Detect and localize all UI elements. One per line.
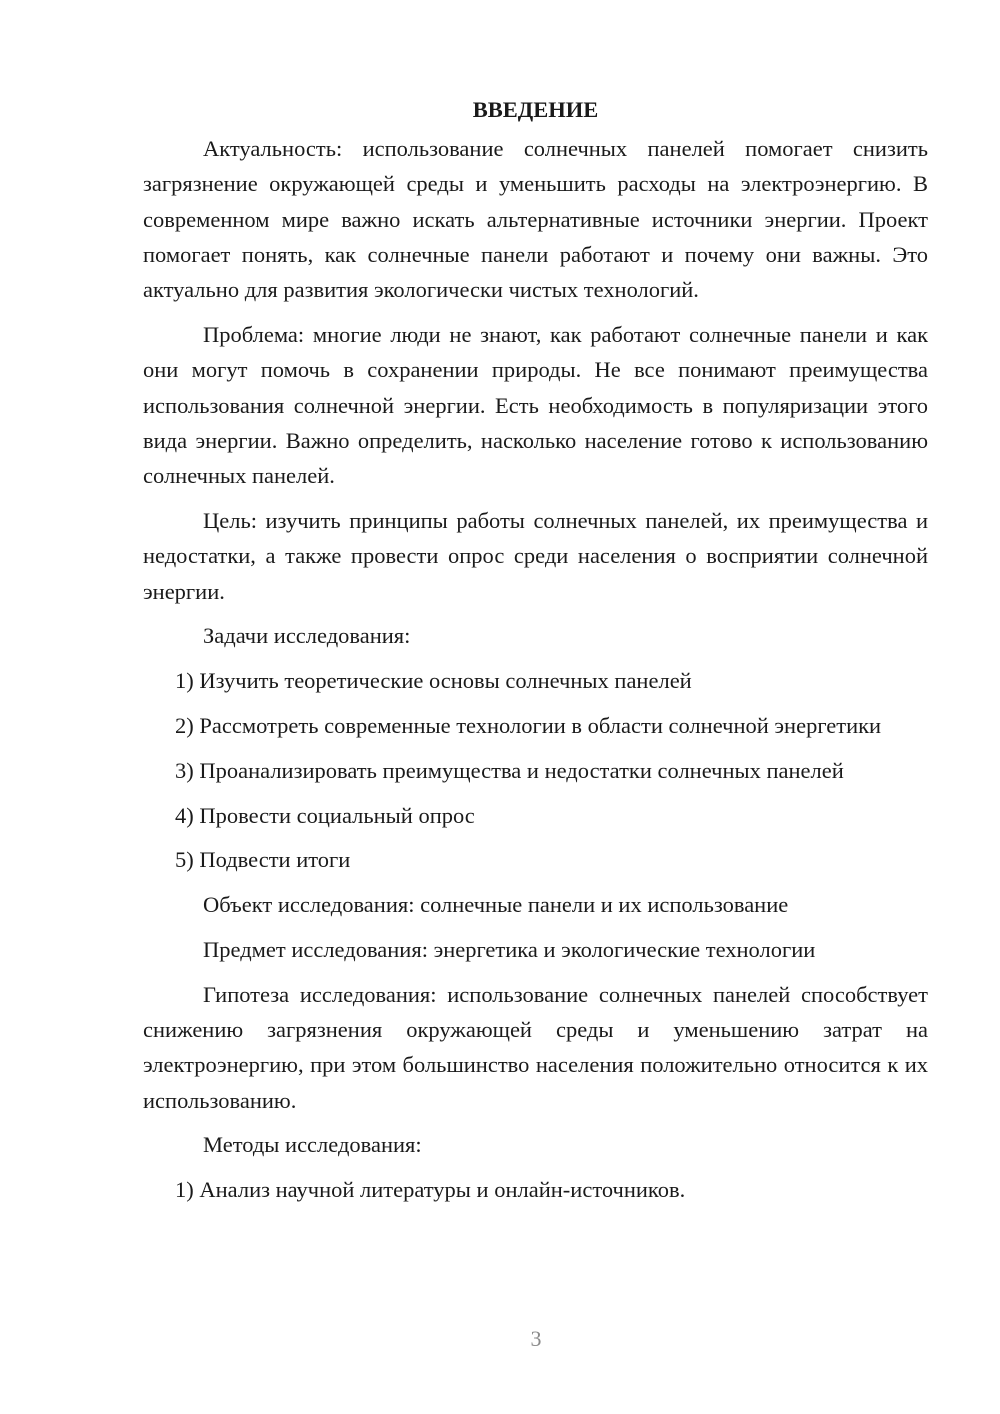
method-item-1: 1) Анализ научной литературы и онлайн-источников. [175, 1177, 686, 1203]
paragraph-hypothesis: Гипотеза исследования: использование солнечных панелей способствует снижению загрязнения окружающей среды и уменьшению затрат на электроэнергию, при этом большинство населения положительно относится к их использованию. [143, 981, 928, 1113]
tasks-heading: Задачи исследования: [203, 623, 411, 649]
paragraph-relevance: Актуальность: использование солнечных панелей помогает снизить загрязнение окружающей среды и уменьшить расходы на электроэнергию. В современном мире важно искать альтернативные источники энергии. Проект помогает понять, как солнечные панели работают и почему они важны. Это актуально для развития экологически чистых технологий. [143, 136, 928, 303]
task-item-1: 1) Изучить теоретические основы солнечных панелей [175, 668, 692, 694]
paragraph-goal: Цель: изучить принципы работы солнечных панелей, их преимущества и недостатки, а также провести опрос среди населения о восприятии солнечной энергии. [143, 507, 928, 604]
task-item-5: 5) Подвести итоги [175, 847, 351, 873]
paragraph-subject: Предмет исследования: энергетика и экологические технологии [203, 936, 816, 962]
task-item-4: 4) Провести социальный опрос [175, 802, 475, 828]
methods-heading: Методы исследования: [203, 1132, 422, 1158]
task-item-2: 2) Рассмотреть современные технологии в области солнечной энергетики [175, 712, 882, 738]
paragraph-object: Объект исследования: солнечные панели и их использование [203, 892, 789, 918]
task-item-3: 3) Проанализировать преимущества и недостатки солнечных панелей [175, 757, 844, 783]
page-title: ВВЕДЕНИЕ [472, 97, 599, 122]
paragraph-problem: Проблема: многие люди не знают, как работают солнечные панели и как они могут помочь в сохранении природы. Не все понимают преимущества использования солнечной энергии. Есть необходимость в популяризации этого вида энергии. Важно определить, насколько население готово к использованию солнечных панелей. [143, 321, 928, 489]
document-page [143, 92, 928, 1217]
page-number: 3 [530, 1326, 542, 1351]
